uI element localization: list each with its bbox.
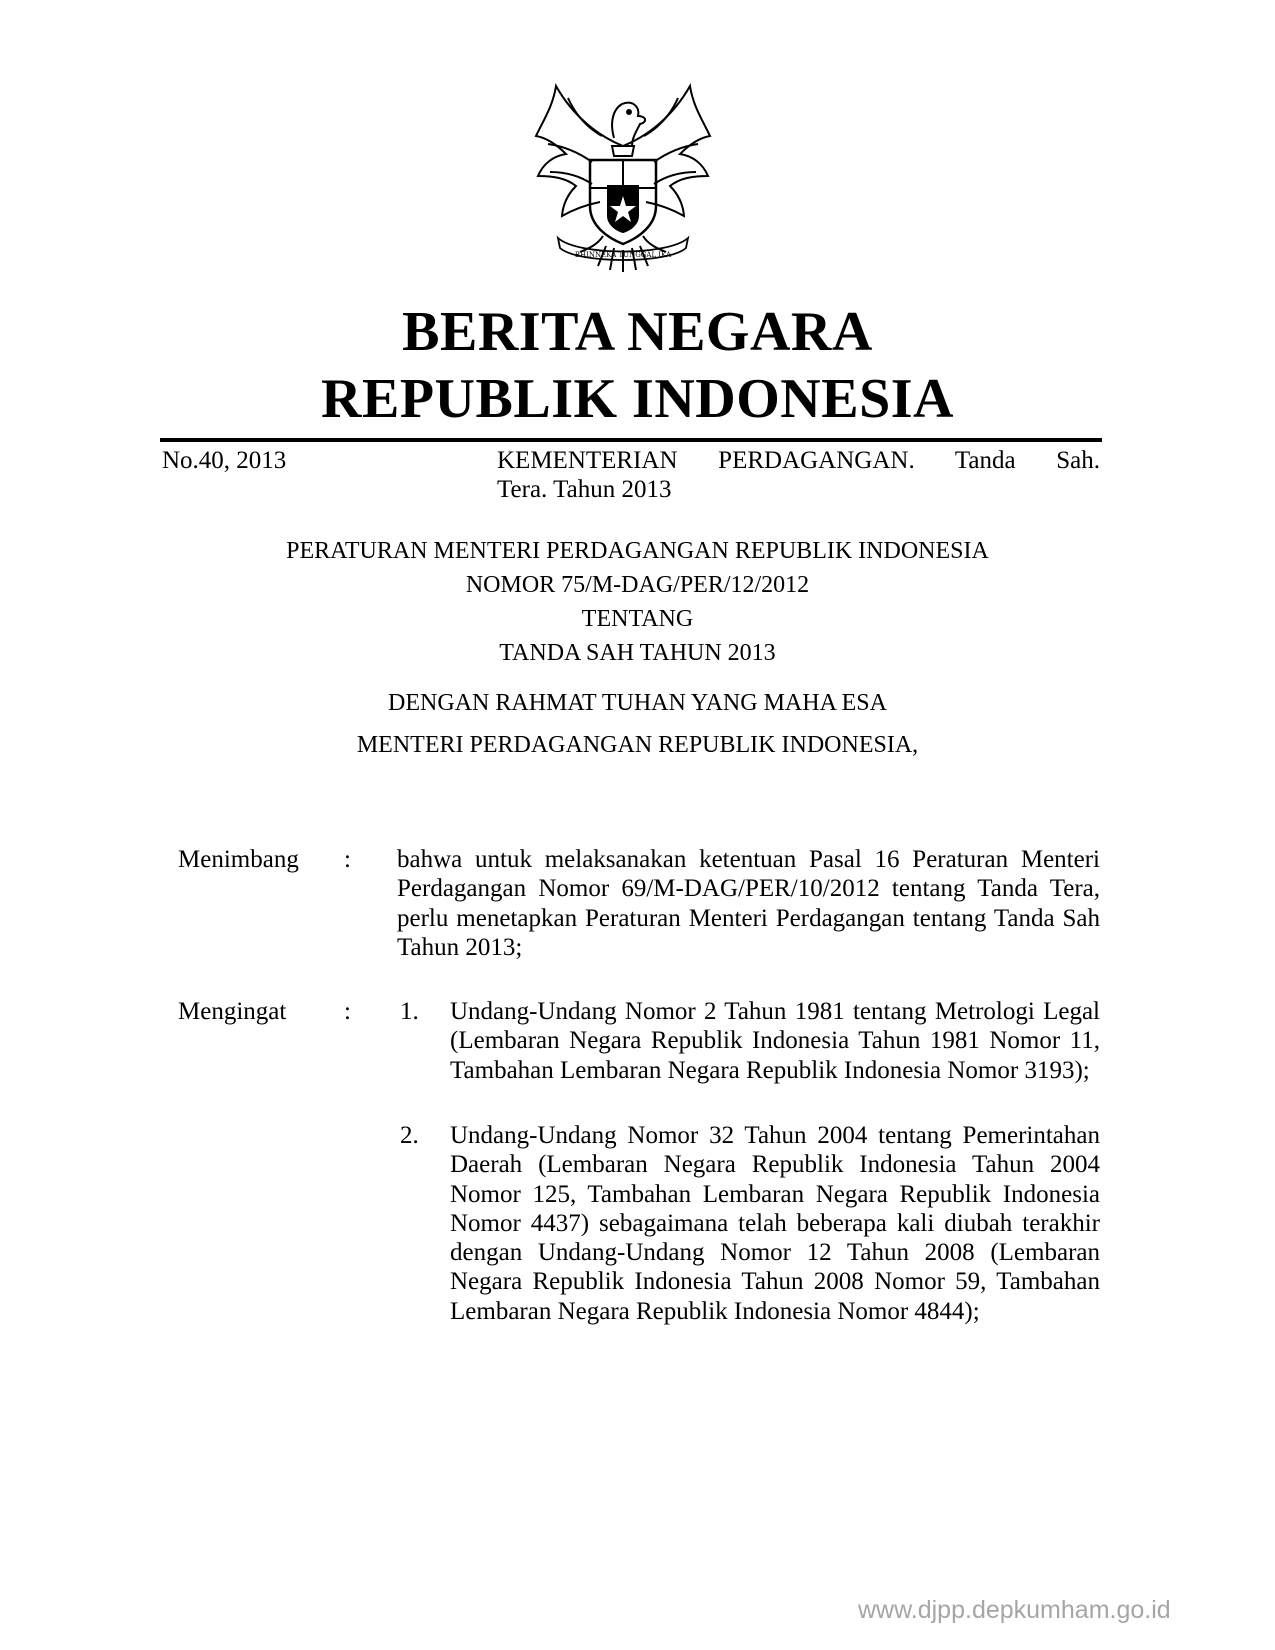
mengingat-item-number: 1.: [400, 998, 419, 1025]
menimbang-text: bahwa untuk melaksanakan ketentuan Pasal 16 Peraturan Menteri Perdagangan Nomor 69/M-DAG/PER/10/2012 tentang Tanda Tera, perlu menetapkan Peraturan Menteri Perdagangan tentang Tanda Sah Tahun 2013;: [397, 846, 1100, 961]
regulation-about: TENTANG: [581, 606, 694, 632]
issue-description-line1: KEMENTERIAN PERDAGANGAN. Tanda Sah.: [497, 447, 1100, 474]
emblem-motto: BHINNEKA TUNGGAL IKA: [574, 251, 672, 259]
regulation-number: NOMOR 75/M-DAG/PER/12/2012: [465, 572, 810, 598]
issue-description: [497, 446, 1100, 504]
issue-description-line2: Tera. Tahun 2013: [497, 476, 672, 503]
masthead-title-line2: REPUBLIK INDONESIA: [321, 368, 954, 430]
regulation-subject: TANDA SAH TAHUN 2013: [499, 640, 776, 666]
masthead-rule: [160, 438, 1102, 442]
mengingat-item-text: Undang-Undang Nomor 32 Tahun 2004 tentang Pemerintahan Daerah (Lembaran Negara Republik Indonesia Tahun 2004 Nomor 125, Tambahan Lembaran Negara Republik Indonesia Nomor 4437) sebagaimana telah beberapa kali diubah terakhir dengan Undang-Undang Nomor 12 Tahun 2008 (Lembaran Negara Republik Indonesia Tahun 2008 Nomor 59, Tambahan Lembaran Negara Republik Indonesia Nomor 4844);: [450, 1122, 1100, 1325]
preamble-line2: MENTERI PERDAGANGAN REPUBLIK INDONESIA,: [356, 732, 919, 758]
menimbang-colon: :: [344, 846, 351, 873]
mengingat-colon: :: [344, 998, 351, 1025]
mengingat-item-text: Undang-Undang Nomor 2 Tahun 1981 tentang Metrologi Legal (Lembaran Negara Republik Indonesia Tahun 1981 Nomor 11, Tambahan Lembaran Negara Republik Indonesia Nomor 3193);: [450, 998, 1100, 1084]
preamble-line1: DENGAN RAHMAT TUHAN YANG MAHA ESA: [388, 690, 887, 716]
garuda-emblem: [528, 76, 718, 276]
menimbang-label: Menimbang: [178, 846, 299, 873]
masthead-title-line1: BERITA NEGARA: [402, 301, 873, 363]
regulation-title: PERATURAN MENTERI PERDAGANGAN REPUBLIK INDONESIA: [286, 538, 989, 564]
watermark-url: www.djpp.depkumham.go.id: [858, 1596, 1171, 1624]
mengingat-item-number: 2.: [400, 1122, 419, 1149]
issue-number: No.40, 2013: [162, 447, 287, 474]
mengingat-label: Mengingat: [178, 998, 287, 1025]
